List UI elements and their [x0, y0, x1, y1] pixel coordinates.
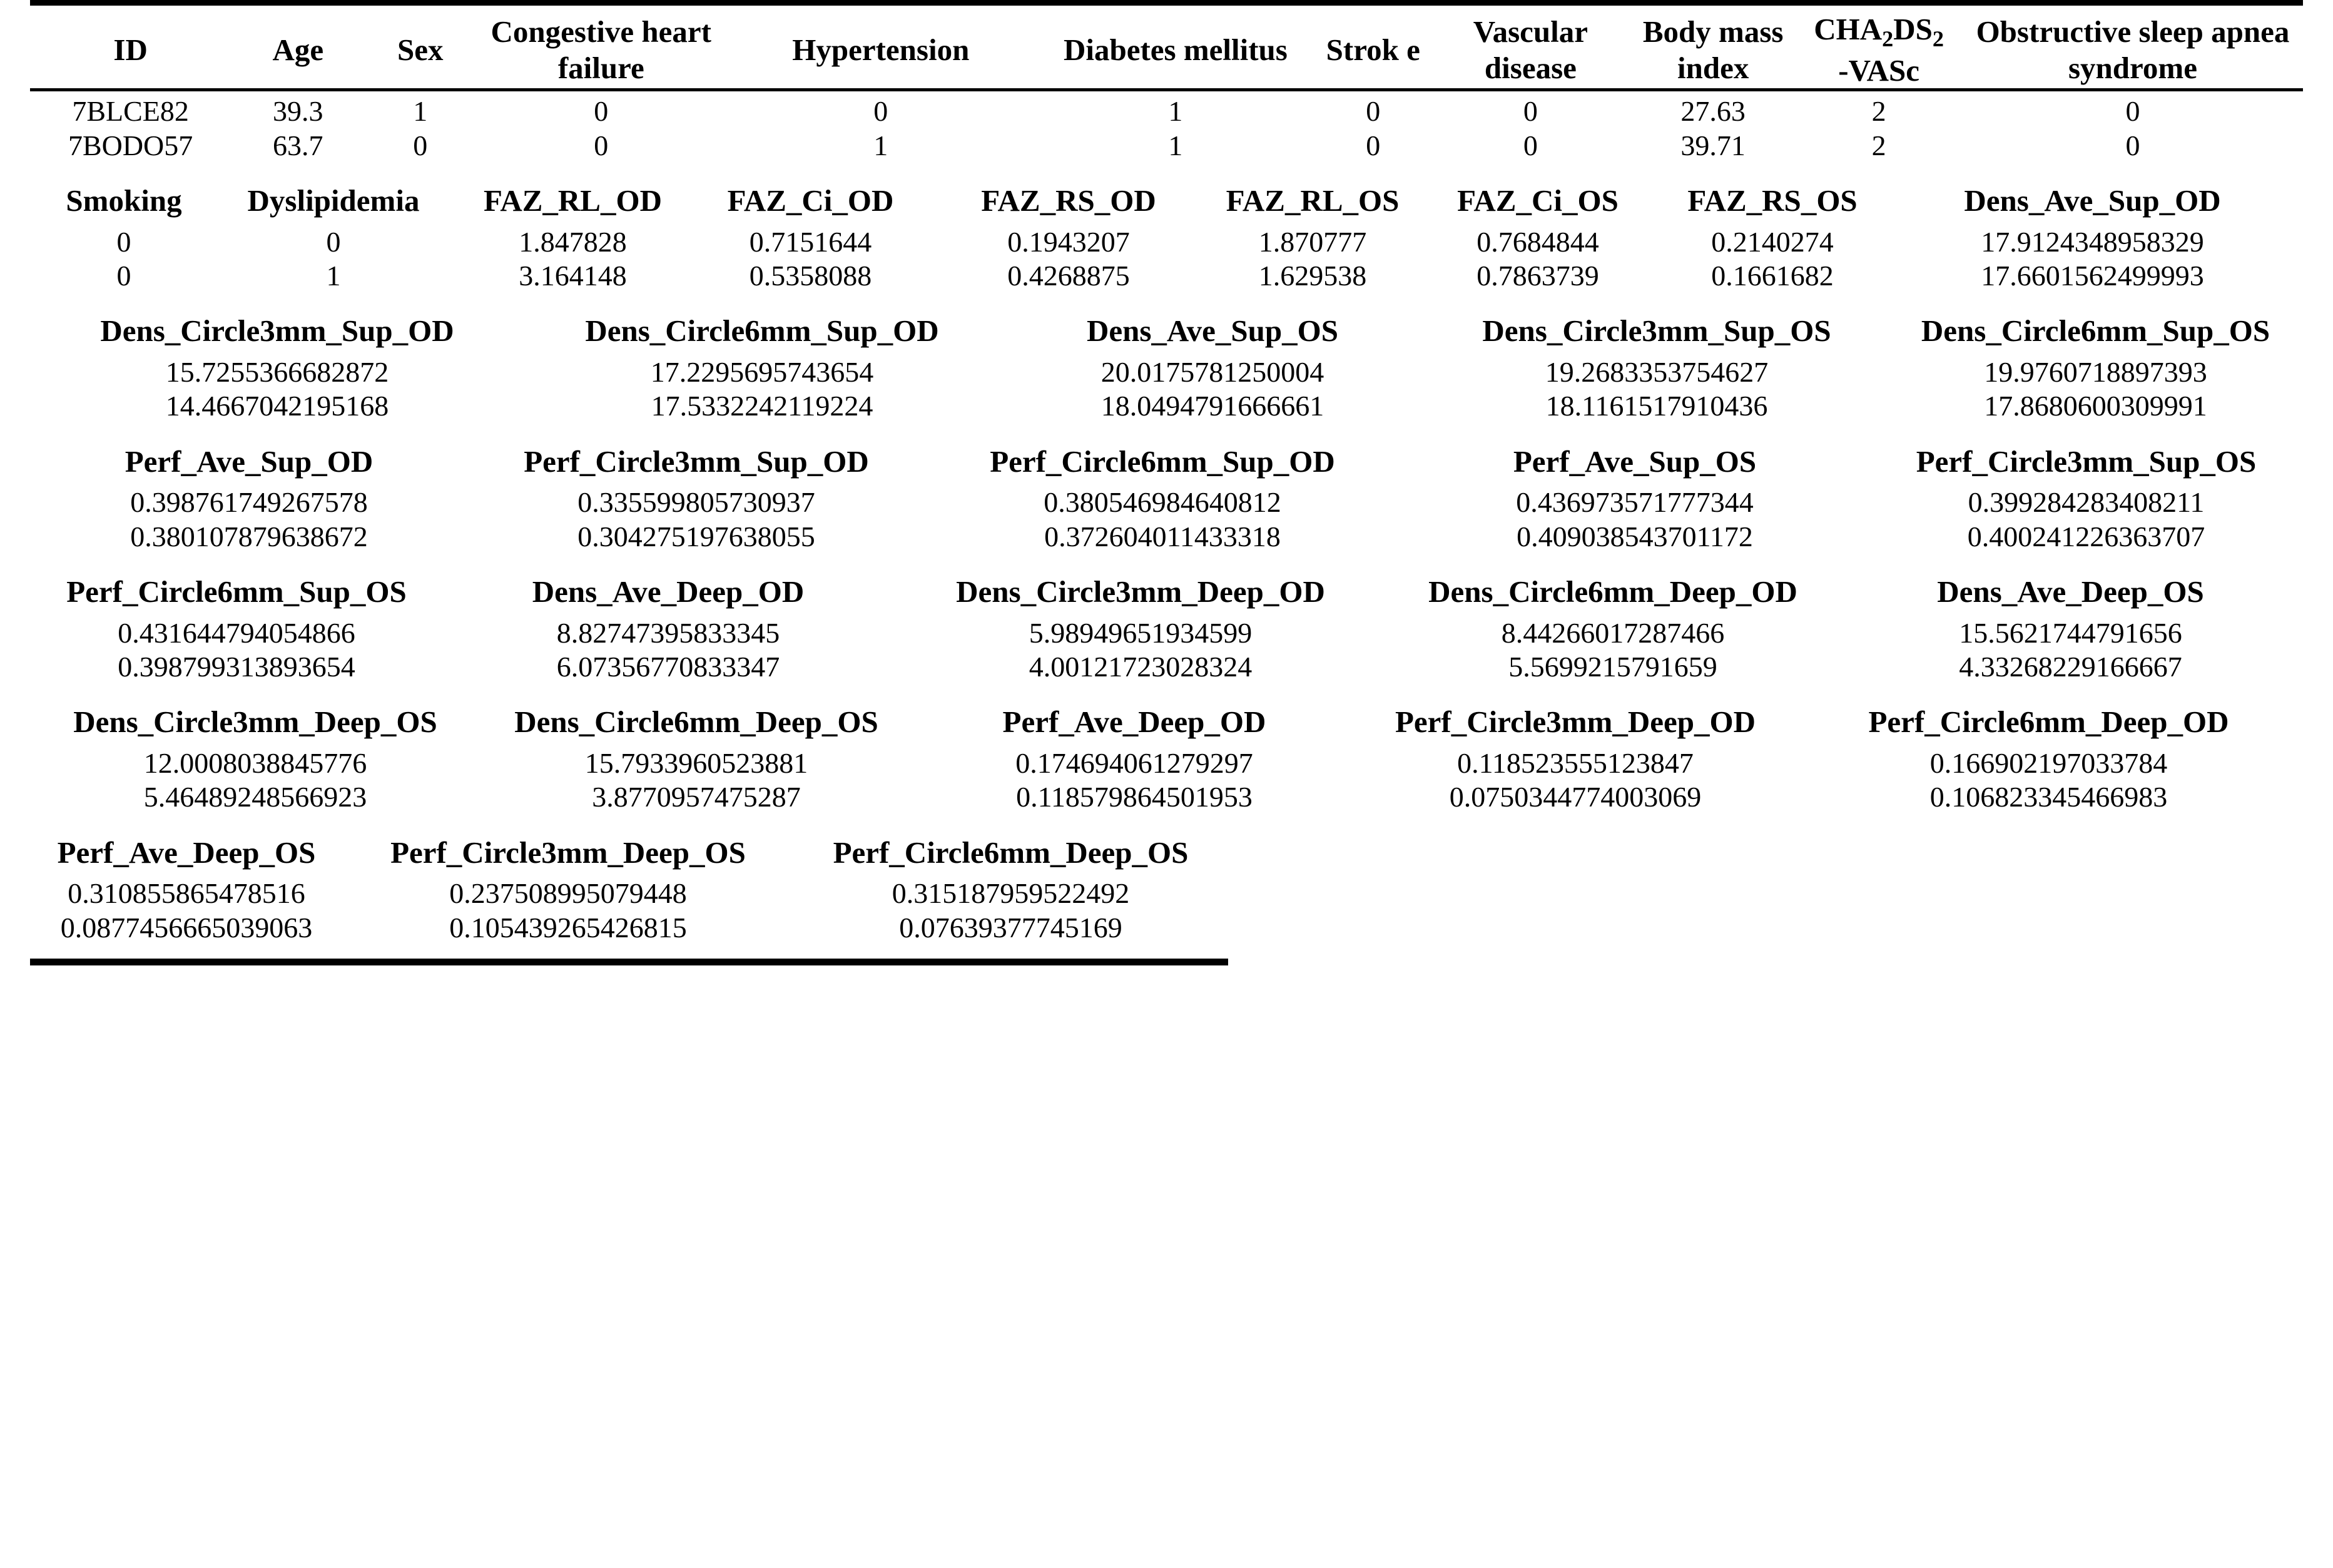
cell-perf-ave-sup-od: 0.398761749267578 — [130, 486, 368, 519]
cell-faz-rl-od: 3.164148 — [519, 260, 627, 292]
col-header-perf-ave-deep-od: Perf_Ave_Deep_OD — [1002, 705, 1266, 740]
cell-perf-ave-sup-os: 0.436973571777344 — [1516, 486, 1754, 519]
cell-perf-circle6mm-deep-os: 0.315187959522492 — [892, 877, 1130, 910]
cell-faz-rl-od: 1.847828 — [519, 225, 627, 258]
cell-perf-circle3mm-deep-od: 0.0750344774003069 — [1449, 781, 1702, 813]
cell-dens-ave-sup-od: 17.6601562499993 — [1981, 260, 2204, 292]
header-row-3 — [30, 302, 2303, 355]
col-header-dens-ave-deep-od: Dens_Ave_Deep_OD — [532, 574, 805, 609]
cell-dens-circle6mm-sup-os: 17.8680600309991 — [1984, 390, 2207, 422]
col-header-perf-circle3mm-sup-os: Perf_Circle3mm_Sup_OS — [1916, 444, 2257, 479]
table-block-4 — [30, 424, 2303, 554]
col-header-dens-circle6mm-sup-os: Dens_Circle6mm_Sup_OS — [1921, 313, 2270, 349]
cell-id: 7BLCE82 — [72, 95, 189, 128]
table-block-6 — [30, 684, 2303, 814]
header-row-7 — [30, 823, 2303, 877]
cell-dens-ave-deep-os: 15.5621744791656 — [1959, 616, 2182, 649]
col-header-perf-ave-sup-od: Perf_Ave_Sup_OD — [125, 444, 374, 479]
cell-perf-circle3mm-deep-os: 0.237508995079448 — [449, 877, 687, 910]
cell-body-mass-index: 39.71 — [1680, 129, 1746, 161]
cell-perf-circle6mm-sup-od: 0.372604011433318 — [1044, 520, 1281, 552]
cell-perf-ave-deep-os: 0.0877456665039063 — [60, 911, 313, 944]
cell-faz-rs-os: 0.2140274 — [1711, 225, 1834, 258]
col-header-faz-ci-od: FAZ_Ci_OD — [727, 183, 894, 218]
cell-dens-circle6mm-sup-od: 17.2295695743654 — [650, 356, 874, 389]
table-row — [30, 780, 2303, 814]
cell-dens-circle6mm-deep-os: 15.7933960523881 — [584, 747, 808, 780]
cell-stroke: 0 — [1366, 95, 1381, 128]
table-row — [30, 616, 2303, 650]
col-header-faz-rl-od: FAZ_RL_OD — [484, 183, 662, 218]
col-header-perf-circle3mm-sup-od: Perf_Circle3mm_Sup_OD — [524, 444, 869, 479]
cell-sex: 0 — [413, 129, 428, 161]
col-header-dens-circle6mm-sup-od: Dens_Circle6mm_Sup_OD — [585, 313, 939, 349]
cell-faz-ci-od: 0.7151644 — [749, 225, 872, 258]
col-header-vascular-disease: Vascular disease — [1473, 14, 1588, 85]
cell-congestive-heart-failure: 0 — [594, 95, 609, 128]
table-row — [30, 520, 2303, 554]
col-header-perf-circle6mm-sup-os: Perf_Circle6mm_Sup_OS — [66, 574, 407, 609]
col-header-obstructive-sleep-apnea-syndrome: Obstructive sleep apnea syndrome — [1976, 14, 2290, 85]
col-header-dens-circle3mm-deep-os: Dens_Circle3mm_Deep_OS — [73, 705, 437, 740]
cell-perf-circle6mm-deep-od: 0.166902197033784 — [1929, 747, 2168, 780]
cell-dens-circle3mm-deep-os: 12.0008038845776 — [143, 747, 367, 780]
cell-perf-ave-sup-od: 0.380107879638672 — [130, 520, 368, 552]
header-row-2 — [30, 171, 2303, 225]
cell-dens-circle3mm-sup-os: 18.1161517910436 — [1545, 390, 1768, 422]
col-header-faz-ci-os: FAZ_Ci_OS — [1457, 183, 1619, 218]
cell-dens-circle3mm-sup-od: 14.4667042195168 — [165, 390, 389, 422]
header-row-5 — [30, 563, 2303, 616]
cell-empty — [1228, 911, 2303, 945]
cell-dens-circle3mm-sup-os: 19.2683353754627 — [1545, 356, 1769, 389]
table-block-3 — [30, 293, 2303, 423]
header-rule — [30, 90, 2303, 95]
col-header-perf-circle3mm-deep-od: Perf_Circle3mm_Deep_OD — [1395, 705, 1756, 740]
table-row — [30, 94, 2303, 128]
cell-sex: 1 — [413, 95, 428, 128]
col-header-perf-circle6mm-sup-od: Perf_Circle6mm_Sup_OD — [990, 444, 1335, 479]
cell-id: 7BODO57 — [68, 129, 193, 161]
cell-age: 63.7 — [273, 129, 323, 161]
cell-perf-circle3mm-sup-od: 0.335599805730937 — [577, 486, 815, 519]
cell-faz-rs-od: 0.1943207 — [1007, 225, 1130, 258]
bottom-rule — [30, 959, 1228, 965]
table-row — [30, 911, 2303, 945]
col-header-dens-ave-sup-od: Dens_Ave_Sup_OD — [1964, 183, 2221, 218]
cell-dens-ave-sup-od: 17.9124348958329 — [1981, 225, 2204, 258]
cell-dens-circle3mm-sup-od: 15.7255366682872 — [165, 356, 389, 389]
cell-obstructive-sleep-apnea-syndrome: 0 — [2125, 95, 2140, 128]
table-row — [30, 355, 2303, 389]
cell-faz-rs-od: 0.4268875 — [1007, 260, 1130, 292]
cell-perf-circle6mm-sup-os: 0.398799313893654 — [118, 651, 355, 683]
col-header-dens-circle3mm-sup-od: Dens_Circle3mm_Sup_OD — [100, 313, 454, 349]
cell-perf-circle6mm-sup-od: 0.380546984640812 — [1044, 486, 1281, 519]
cell-dens-circle6mm-sup-od: 17.5332242119224 — [651, 390, 873, 422]
cell-dens-ave-deep-od: 6.07356770833347 — [556, 651, 780, 683]
col-header-age: Age — [272, 32, 324, 67]
col-header-cha2ds2-vasc: $CHA_2DS_2$ -VASc — [1814, 12, 1944, 88]
col-header-perf-circle6mm-deep-od: Perf_Circle6mm_Deep_OD — [1868, 705, 2229, 740]
col-header-hypertension: Hypertension — [792, 32, 970, 67]
cell-dens-circle6mm-deep-od: 8.44266017287466 — [1501, 616, 1725, 649]
table-block-5 — [30, 554, 2303, 684]
cell-perf-ave-deep-od: 0.118579864501953 — [1016, 781, 1253, 813]
cell-dens-ave-sup-os: 20.0175781250004 — [1100, 356, 1324, 389]
cell-age: 39.3 — [273, 95, 323, 128]
table-row — [30, 746, 2303, 780]
table-row — [30, 129, 2303, 163]
cell-dyslipidemia: 1 — [326, 260, 341, 292]
cell-faz-ci-os: 0.7684844 — [1477, 225, 1599, 258]
cell-perf-circle6mm-deep-os: 0.07639377745169 — [899, 911, 1122, 944]
table-block-2 — [30, 163, 2303, 293]
header-row-1 — [30, 11, 2303, 90]
table-row — [30, 877, 2303, 910]
col-header-dens-circle6mm-deep-od: Dens_Circle6mm_Deep_OD — [1428, 574, 1797, 609]
col-header-faz-rs-od: FAZ_RS_OD — [981, 183, 1156, 218]
col-header-faz-rs-os: FAZ_RS_OS — [1687, 183, 1858, 218]
cell-dyslipidemia: 0 — [326, 225, 341, 258]
cell-stroke: 0 — [1366, 129, 1381, 161]
table-row — [30, 389, 2303, 423]
cell-dens-ave-deep-od: 8.82747395833345 — [556, 616, 780, 649]
cell-congestive-heart-failure: 0 — [594, 129, 609, 161]
cell-dens-circle6mm-deep-od: 5.5699215791659 — [1508, 651, 1717, 683]
cell-faz-rl-os: 1.870777 — [1258, 225, 1367, 258]
cell-diabetes-mellitus: 1 — [1168, 95, 1183, 128]
cell-dens-circle6mm-sup-os: 19.9760718897393 — [1984, 356, 2207, 389]
col-header-perf-ave-sup-os: Perf_Ave_Sup_OS — [1513, 444, 1757, 479]
cell-cha2ds2-vasc: 2 — [1871, 95, 1886, 128]
cell-faz-ci-os: 0.7863739 — [1477, 260, 1599, 292]
cell-smoking: 0 — [116, 225, 131, 258]
table-row — [30, 225, 2303, 259]
cell-empty — [1228, 877, 2303, 910]
cell-cha2ds2-vasc: 2 — [1871, 129, 1886, 161]
cell-dens-ave-deep-os: 4.33268229166667 — [1959, 651, 2182, 683]
cell-hypertension: 1 — [873, 129, 888, 161]
col-header-dens-circle3mm-sup-os: Dens_Circle3mm_Sup_OS — [1482, 313, 1831, 349]
cell-hypertension: 0 — [873, 95, 888, 128]
cell-perf-circle3mm-sup-os: 0.399284283408211 — [1968, 486, 2205, 519]
header-row-6 — [30, 693, 2303, 746]
cell-smoking: 0 — [116, 260, 131, 292]
table-block-1 — [30, 0, 2303, 163]
cell-diabetes-mellitus: 1 — [1168, 129, 1183, 161]
cell-perf-circle6mm-deep-od: 0.106823345466983 — [1929, 781, 2168, 813]
cell-perf-circle6mm-sup-os: 0.431644794054866 — [118, 616, 355, 649]
col-header-empty — [1228, 823, 2303, 877]
cell-perf-circle3mm-sup-od: 0.304275197638055 — [577, 520, 815, 552]
cell-dens-circle6mm-deep-os: 3.8770957475287 — [592, 781, 801, 813]
cell-perf-circle3mm-deep-os: 0.105439265426815 — [449, 911, 687, 944]
col-header-stroke: Strok e — [1326, 32, 1420, 67]
cell-perf-circle3mm-sup-os: 0.400241226363707 — [1967, 520, 2205, 552]
col-header-body-mass-index: Body mass index — [1642, 14, 1784, 85]
col-header-dens-ave-sup-os: Dens_Ave_Sup_OS — [1086, 313, 1339, 349]
table-row — [30, 650, 2303, 684]
col-header-perf-circle6mm-deep-os: Perf_Circle6mm_Deep_OS — [833, 835, 1189, 870]
cell-dens-ave-sup-os: 18.0494791666661 — [1100, 390, 1324, 422]
cell-body-mass-index: 27.63 — [1680, 95, 1746, 128]
col-header-perf-ave-deep-os: Perf_Ave_Deep_OS — [57, 835, 316, 870]
cell-vascular-disease: 0 — [1523, 95, 1538, 128]
cell-faz-ci-od: 0.5358088 — [749, 260, 872, 292]
col-header-dens-circle3mm-deep-od: Dens_Circle3mm_Deep_OD — [956, 574, 1325, 609]
col-header-smoking: Smoking — [66, 183, 182, 218]
cell-obstructive-sleep-apnea-syndrome: 0 — [2125, 129, 2140, 161]
cell-perf-ave-deep-os: 0.310855865478516 — [68, 877, 305, 910]
cell-dens-circle3mm-deep-od: 5.98949651934599 — [1029, 616, 1253, 649]
col-header-congestive-heart-failure: Congestive heart failure — [490, 14, 711, 85]
col-header-dens-ave-deep-os: Dens_Ave_Deep_OS — [1937, 574, 2204, 609]
header-row-4 — [30, 432, 2303, 486]
table-block-7 — [30, 815, 2303, 945]
col-header-faz-rl-os: FAZ_RL_OS — [1226, 183, 1400, 218]
col-header-id: ID — [113, 32, 148, 67]
top-rule — [30, 3, 2303, 12]
table-row — [30, 259, 2303, 293]
table-row — [30, 486, 2303, 519]
cell-faz-rs-os: 0.1661682 — [1711, 260, 1834, 292]
cell-faz-rl-os: 1.629538 — [1258, 260, 1367, 292]
col-header-diabetes-mellitus: Diabetes mellitus — [1063, 32, 1288, 67]
cell-perf-circle3mm-deep-od: 0.118523555123847 — [1457, 747, 1694, 780]
col-header-dyslipidemia: Dyslipidemia — [247, 183, 420, 218]
col-header-sex: Sex — [397, 32, 444, 67]
cell-dens-circle3mm-deep-od: 4.00121723028324 — [1029, 651, 1253, 683]
cell-dens-circle3mm-deep-os: 5.46489248566923 — [143, 781, 367, 813]
col-header-dens-circle6mm-deep-os: Dens_Circle6mm_Deep_OS — [514, 705, 878, 740]
col-header-perf-circle3mm-deep-os: Perf_Circle3mm_Deep_OS — [390, 835, 746, 870]
cell-perf-ave-deep-od: 0.174694061279297 — [1015, 747, 1253, 780]
cell-vascular-disease: 0 — [1523, 129, 1538, 161]
cell-perf-ave-sup-os: 0.409038543701172 — [1517, 520, 1753, 552]
